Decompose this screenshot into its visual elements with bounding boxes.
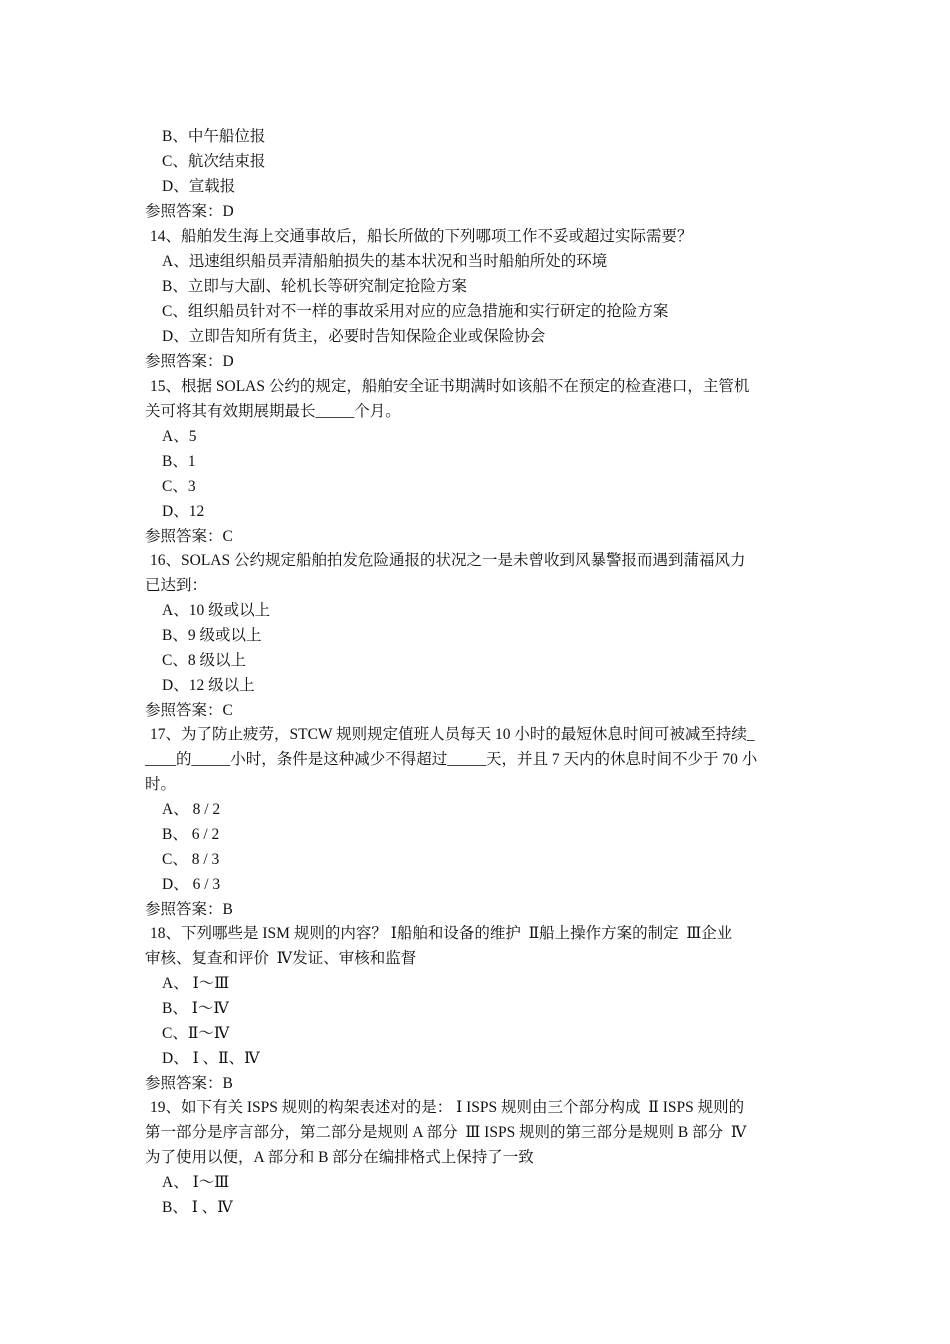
q19-option-b: B、 Ⅰ 、Ⅳ bbox=[162, 1199, 233, 1216]
q18-option-c: C、Ⅱ～Ⅳ bbox=[162, 1025, 230, 1042]
q15-option-a: A、5 bbox=[162, 428, 197, 445]
q16-answer: 参照答案：C bbox=[145, 702, 233, 719]
q14-option-b: B、立即与大副、轮机长等研究制定抢险方案 bbox=[162, 278, 467, 295]
q16-option-c: C、8 级以上 bbox=[162, 652, 246, 669]
q15-option-d: D、12 bbox=[162, 503, 205, 520]
q14-option-a: A、迅速组织船员弄清船舶损失的基本状况和当时船舶所处的环境 bbox=[162, 253, 608, 270]
q13-option-d: D、宣载报 bbox=[162, 178, 236, 195]
q18-question-line1: 18、下列哪些是 ISM 规则的内容？ Ⅰ船舶和设备的维护 Ⅱ船上操作方案的制定 Ⅲ企业 bbox=[150, 925, 733, 942]
q15-option-b: B、1 bbox=[162, 453, 196, 470]
q13-option-c: C、航次结束报 bbox=[162, 153, 266, 170]
q17-option-b: B、 6 / 2 bbox=[162, 826, 220, 843]
q14-question: 14、船舶发生海上交通事故后，船长所做的下列哪项工作不妥或超过实际需要？ bbox=[150, 228, 693, 245]
q13-answer: 参照答案：D bbox=[145, 203, 234, 220]
q19-question-line1: 19、如下有关 ISPS 规则的构架表述对的是： Ⅰ ISPS 规则由三个部分构成 Ⅱ ISPS 规则的 bbox=[150, 1099, 745, 1116]
q13-option-b: B、中午船位报 bbox=[162, 128, 266, 145]
q16-option-d: D、12 级以上 bbox=[162, 677, 255, 694]
q14-option-d: D、立即告知所有货主，必要时告知保险企业或保险协会 bbox=[162, 328, 546, 345]
q18-answer: 参照答案：B bbox=[145, 1075, 233, 1092]
q18-option-a: A、 Ⅰ～Ⅲ bbox=[162, 975, 230, 992]
q16-question-line2: 已达到： bbox=[145, 577, 208, 594]
q18-option-d: D、 Ⅰ 、Ⅱ、Ⅳ bbox=[162, 1050, 260, 1067]
q15-answer: 参照答案：C bbox=[145, 528, 233, 545]
q15-question-line1: 15、根据 SOLAS 公约的规定，船舶安全证书期满时如该船不在预定的检查港口，主管机 bbox=[150, 378, 750, 395]
q16-question-line1: 16、SOLAS 公约规定船舶拍发危险通报的状况之一是未曾收到风暴警报而遇到蒲福风力 bbox=[150, 552, 746, 569]
q18-question-line2: 审核、复查和评价 Ⅳ发证、审核和监督 bbox=[145, 950, 417, 967]
q17-question-line2: ____的_____小时，条件是这种减少不得超过_____天，并且 7 天内的休息时间不少于 70 小 bbox=[145, 751, 758, 768]
q15-question-line2: 关可将其有效期展期最长_____个月。 bbox=[145, 403, 401, 420]
q17-question-line3: 时。 bbox=[145, 776, 177, 793]
q17-option-c: C、 8 / 3 bbox=[162, 851, 220, 868]
q19-option-a: A、 Ⅰ～Ⅲ bbox=[162, 1174, 230, 1191]
q18-option-b: B、 Ⅰ～Ⅳ bbox=[162, 1000, 229, 1017]
q19-question-line3: 为了使用以便，A 部分和 B 部分在编排格式上保持了一致 bbox=[145, 1149, 534, 1166]
q16-option-a: A、10 级或以上 bbox=[162, 602, 271, 619]
q17-question-line1: 17、为了防止疲劳，STCW 规则规定值班人员每天 10 小时的最短休息时间可被减至持续_ bbox=[150, 726, 755, 743]
q15-option-c: C、3 bbox=[162, 478, 196, 495]
q14-answer: 参照答案：D bbox=[145, 353, 234, 370]
q19-question-line2: 第一部分是序言部分，第二部分是规则 A 部分 Ⅲ ISPS 规则的第三部分是规则 B 部分 Ⅳ bbox=[145, 1124, 747, 1141]
q14-option-c: C、组织船员针对不一样的事故采用对应的应急措施和实行研定的抢险方案 bbox=[162, 303, 669, 320]
q16-option-b: B、9 级或以上 bbox=[162, 627, 262, 644]
q17-option-d: D、 6 / 3 bbox=[162, 876, 221, 893]
q17-option-a: A、 8 / 2 bbox=[162, 801, 221, 818]
q17-answer: 参照答案：B bbox=[145, 901, 233, 918]
